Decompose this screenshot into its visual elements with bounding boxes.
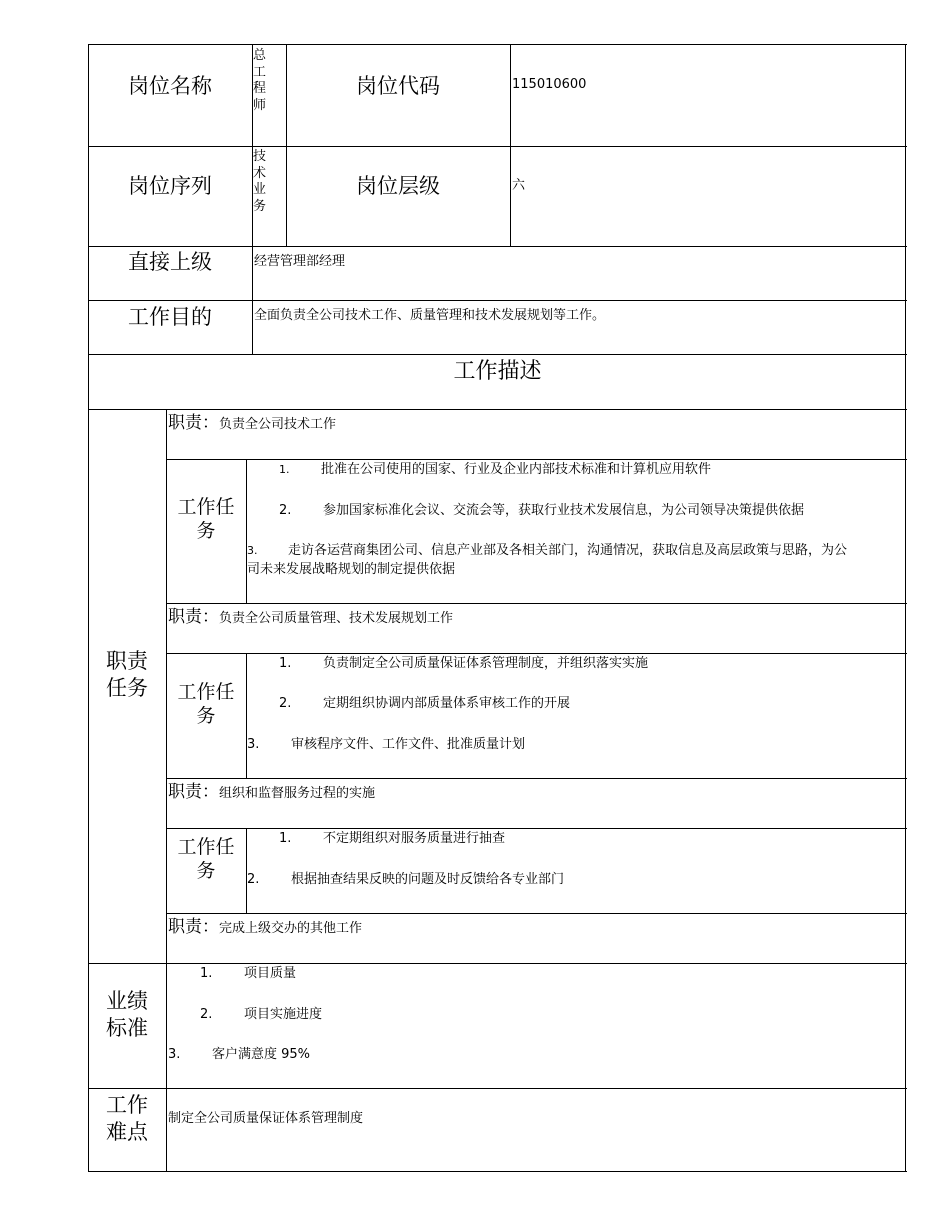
- position-name-label: 岗位名称: [128, 74, 212, 98]
- divider: [88, 409, 907, 410]
- position-code-label: 岗位代码: [356, 74, 440, 98]
- superior-value: 经营管理部经理: [254, 254, 346, 269]
- task-item: 1. 不定期组织对服务质量进行抽查: [279, 831, 506, 846]
- divider: [246, 653, 247, 779]
- divider: [166, 913, 907, 914]
- difficulty-value: 制定全公司质量保证体系管理制度: [168, 1111, 364, 1126]
- duty-title: 职责：组织和监督服务过程的实施: [168, 782, 376, 802]
- duty-title: 职责：负责全公司技术工作: [168, 413, 337, 433]
- performance-label: 业绩标准: [106, 989, 148, 1040]
- task-item: 3. 审核程序文件、工作文件、批准质量计划: [247, 737, 526, 752]
- superior-label: 直接上级: [128, 250, 212, 274]
- divider: [166, 778, 907, 779]
- border-top: [88, 44, 907, 45]
- divider: [166, 603, 907, 604]
- border-right: [905, 44, 906, 1172]
- sequence-label: 岗位序列: [128, 174, 212, 198]
- divider: [246, 459, 247, 604]
- task-item: 1. 批准在公司使用的国家、行业及企业内部技术标准和计算机应用软件: [279, 462, 712, 477]
- divider: [166, 653, 907, 654]
- divider: [166, 828, 907, 829]
- level-value: 六: [512, 178, 526, 193]
- divider: [510, 44, 511, 247]
- performance-item: 1. 项目质量: [200, 966, 297, 981]
- description-title: 工作描述: [453, 359, 542, 384]
- purpose-value: 全面负责全公司技术工作、质量管理和技术发展规划等工作。: [254, 308, 606, 323]
- divider: [88, 246, 907, 247]
- difficulty-label: 工作难点: [106, 1093, 148, 1144]
- divider: [88, 354, 907, 355]
- task-label: 工作任务: [177, 496, 235, 542]
- performance-item: 3. 客户满意度 95%: [168, 1047, 311, 1062]
- task-item: 2. 参加国家标准化会议、交流会等，获取行业技术发展信息，为公司领导决策提供依据: [279, 503, 805, 518]
- task-label: 工作任务: [177, 681, 235, 727]
- task-item-continuation: 司未来发展战略规划的制定提供依据: [247, 562, 456, 577]
- divider: [88, 963, 907, 964]
- border-bottom: [88, 1171, 907, 1172]
- task-label: 工作任务: [177, 836, 235, 882]
- divider: [88, 1088, 907, 1089]
- task-item: 1. 负责制定全公司质量保证体系管理制度，并组织落实实施: [279, 656, 649, 671]
- duty-title: 职责：负责全公司质量管理、技术发展规划工作: [168, 607, 454, 627]
- performance-item: 2. 项目实施进度: [200, 1007, 323, 1022]
- divider: [166, 459, 907, 460]
- divider: [88, 146, 907, 147]
- divider: [246, 828, 247, 914]
- duty-title: 职责：完成上级交办的其他工作: [168, 917, 363, 937]
- duties-label: 职责任务: [106, 649, 148, 700]
- level-label: 岗位层级: [356, 174, 440, 198]
- purpose-label: 工作目的: [128, 305, 212, 329]
- position-code-value: 115010600: [512, 77, 587, 92]
- sequence-value: 技 术 业 务: [253, 149, 267, 214]
- task-item: 3. 走访各运营商集团公司、信息产业部及各相关部门，沟通情况，获取信息及高层政策与思路，为公: [247, 543, 848, 558]
- task-item: 2. 根据抽查结果反映的问题及时反馈给各专业部门: [247, 872, 565, 887]
- position-name-value: 总 工 程 师: [253, 48, 267, 113]
- task-item: 2. 定期组织协调内部质量体系审核工作的开展: [279, 696, 571, 711]
- divider: [88, 300, 907, 301]
